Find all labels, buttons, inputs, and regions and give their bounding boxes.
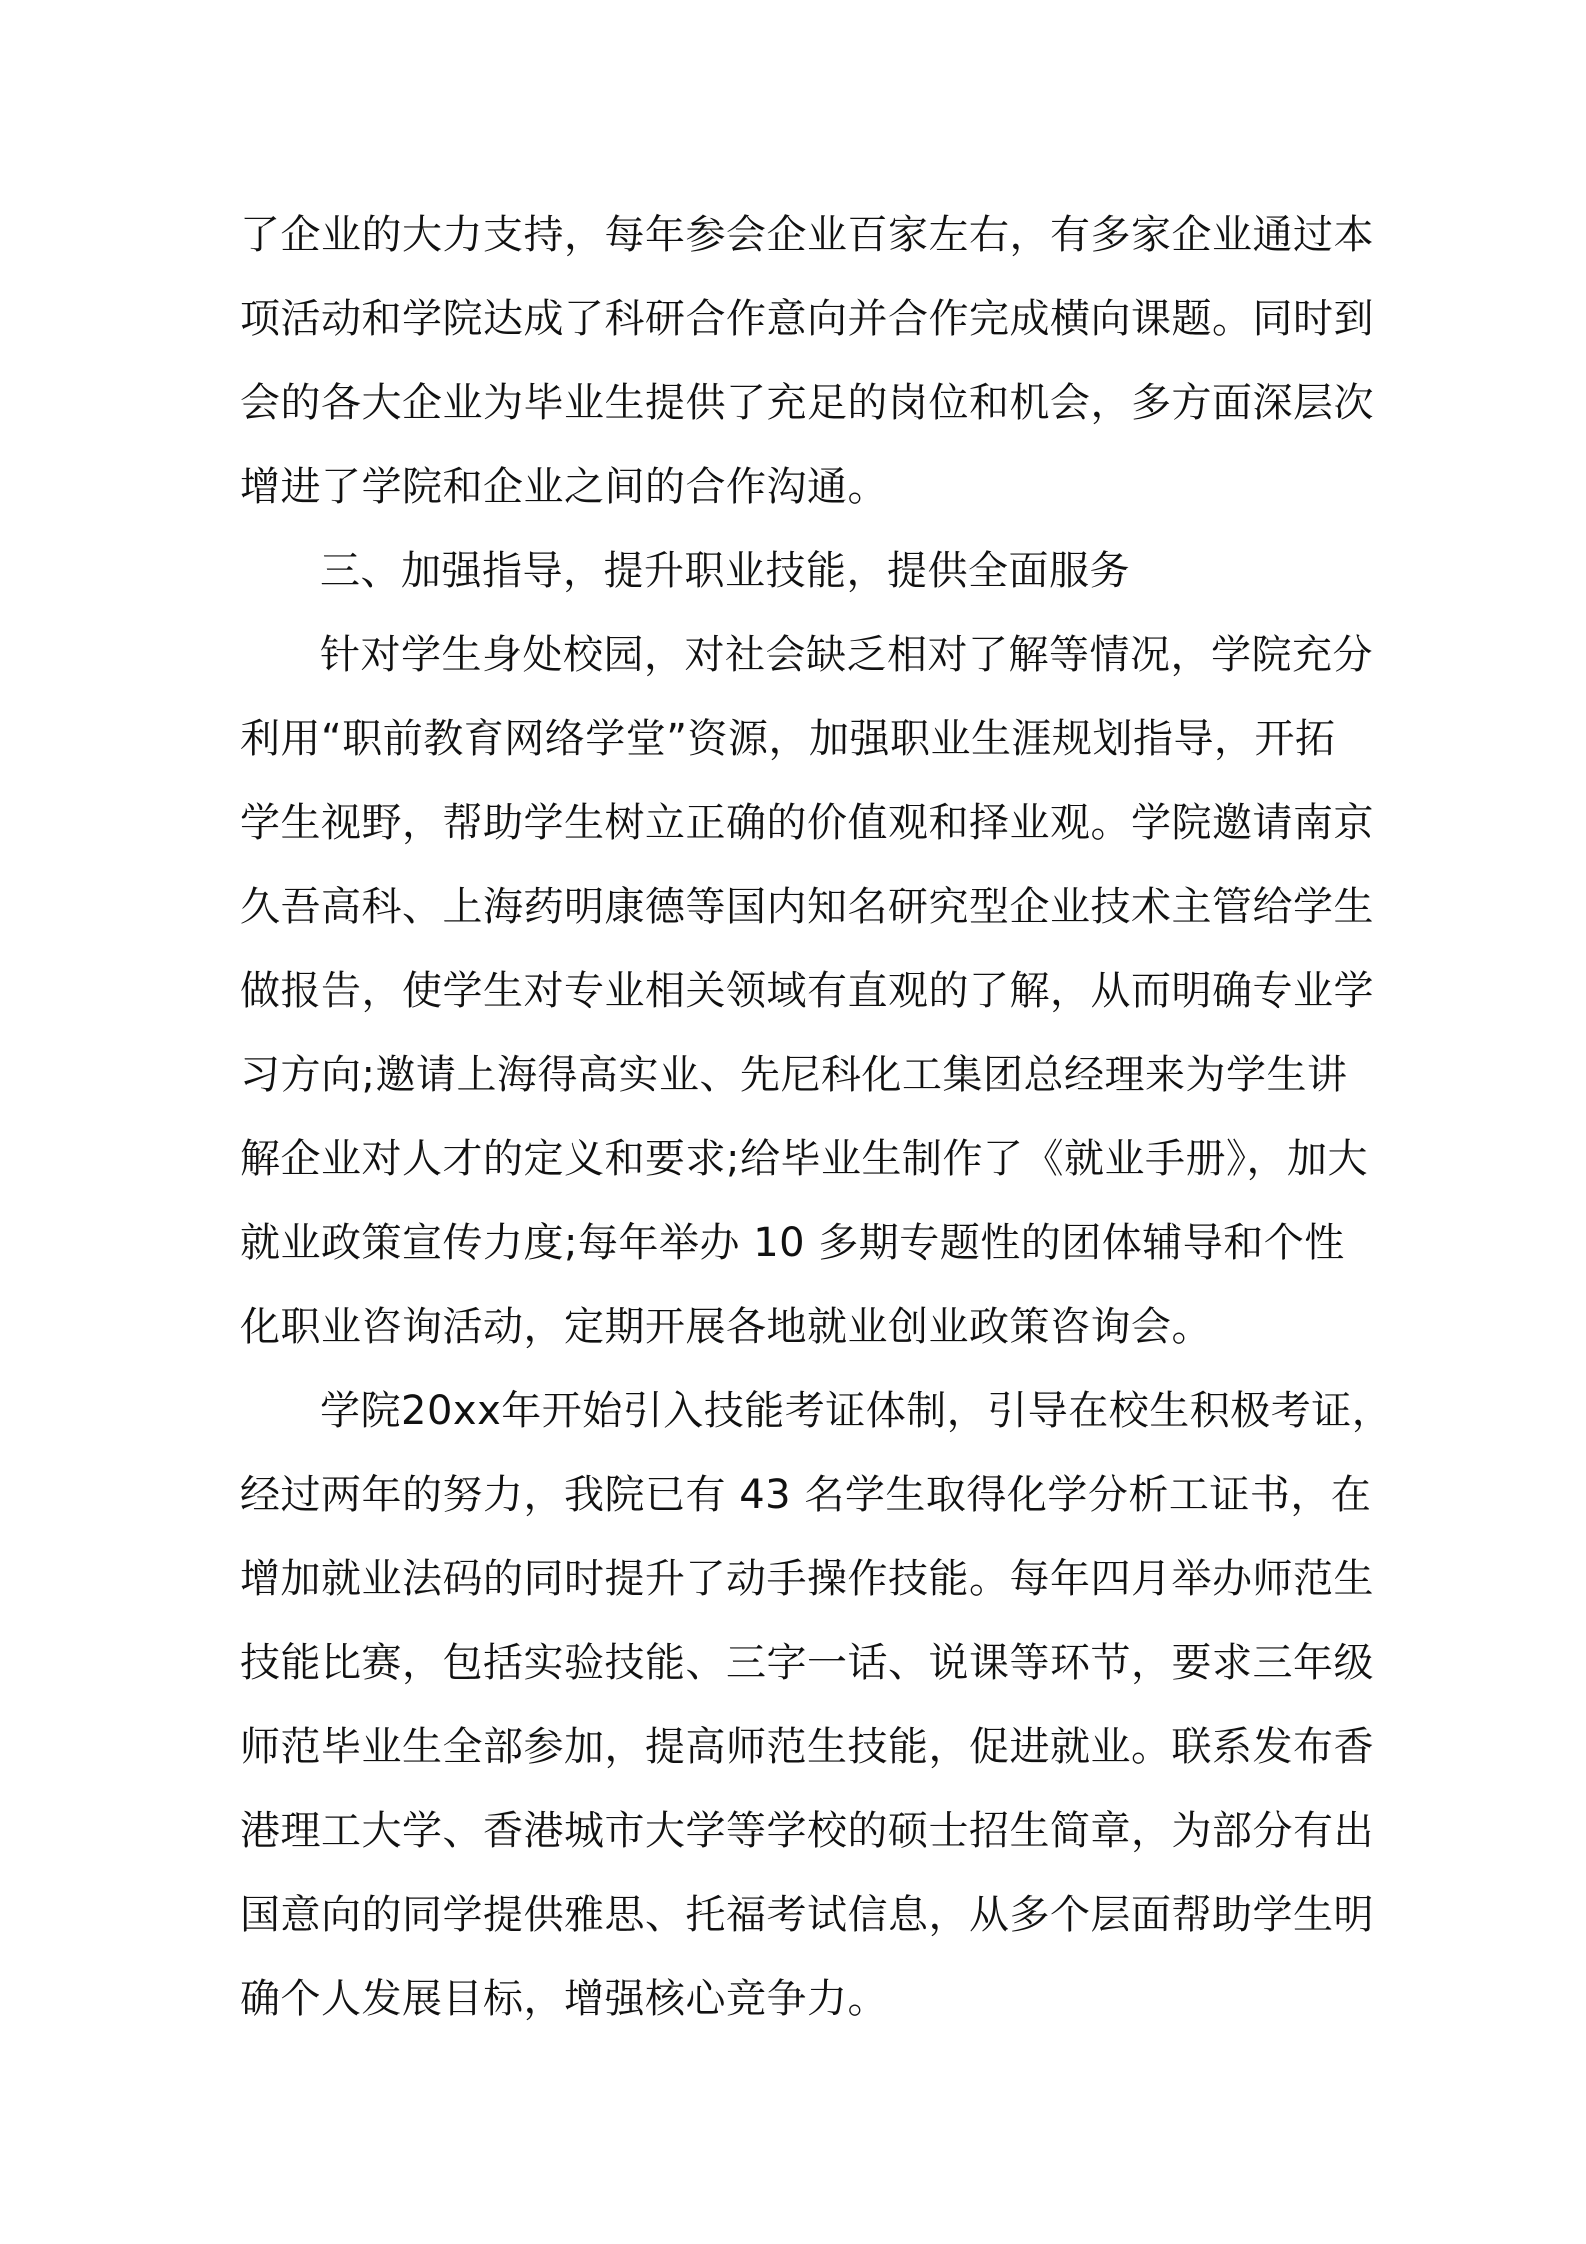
text-line: 就业政策宣传力度;每年举办 10 多期专题性的团体辅导和个性 <box>240 1220 1345 1266</box>
text-line: 增加就业法码的同时提升了动手操作技能。每年四月举办师范生 <box>240 1556 1374 1602</box>
section-heading: 三、加强指导，提升职业技能，提供全面服务 <box>320 548 1130 594</box>
text-line: 确个人发展目标，增强核心竞争力。 <box>240 1976 888 2022</box>
text-line: 国意向的同学提供雅思、托福考试信息，从多个层面帮助学生明 <box>240 1892 1374 1938</box>
document-body <box>240 193 1393 2041</box>
text-line: 做报告，使学生对专业相关领域有直观的了解，从而明确专业学 <box>240 968 1374 1014</box>
text-line: 会的各大企业为毕业生提供了充足的岗位和机会，多方面深层次 <box>240 380 1374 426</box>
text-line: 解企业对人才的定义和要求;给毕业生制作了《就业手册》，加大 <box>240 1136 1368 1182</box>
text-line: 项活动和学院达成了科研合作意向并合作完成横向课题。同时到 <box>240 296 1374 342</box>
text-line: 技能比赛，包括实验技能、三字一话、说课等环节，要求三年级 <box>240 1640 1374 1686</box>
text-line: 增进了学院和企业之间的合作沟通。 <box>240 464 888 510</box>
text-line: 针对学生身处校园，对社会缺乏相对了解等情况，学院充分 <box>320 632 1373 678</box>
text-line: 化职业咨询活动，定期开展各地就业创业政策咨询会。 <box>240 1304 1212 1350</box>
text-line: 了企业的大力支持，每年参会企业百家左右，有多家企业通过本 <box>240 212 1374 258</box>
text-line: 学生视野，帮助学生树立正确的价值观和择业观。学院邀请南京 <box>240 800 1374 846</box>
text-line: 学院20xx年开始引入技能考证体制，引导在校生积极考证， <box>320 1388 1393 1434</box>
text-line: 久吾高科、上海药明康德等国内知名研究型企业技术主管给学生 <box>240 884 1374 930</box>
text-line: 师范毕业生全部参加，提高师范生技能，促进就业。联系发布香 <box>240 1724 1374 1770</box>
text-line: 经过两年的努力，我院已有 43 名学生取得化学分析工证书，在 <box>240 1472 1372 1518</box>
text-line: 港理工大学、香港城市大学等学校的硕士招生简章，为部分有出 <box>240 1808 1374 1854</box>
text-line: 习方向;邀请上海得高实业、先尼科化工集团总经理来为学生讲 <box>240 1052 1348 1098</box>
text-line: 利用“职前教育网络学堂”资源，加强职业生涯规划指导，开拓 <box>240 716 1336 762</box>
